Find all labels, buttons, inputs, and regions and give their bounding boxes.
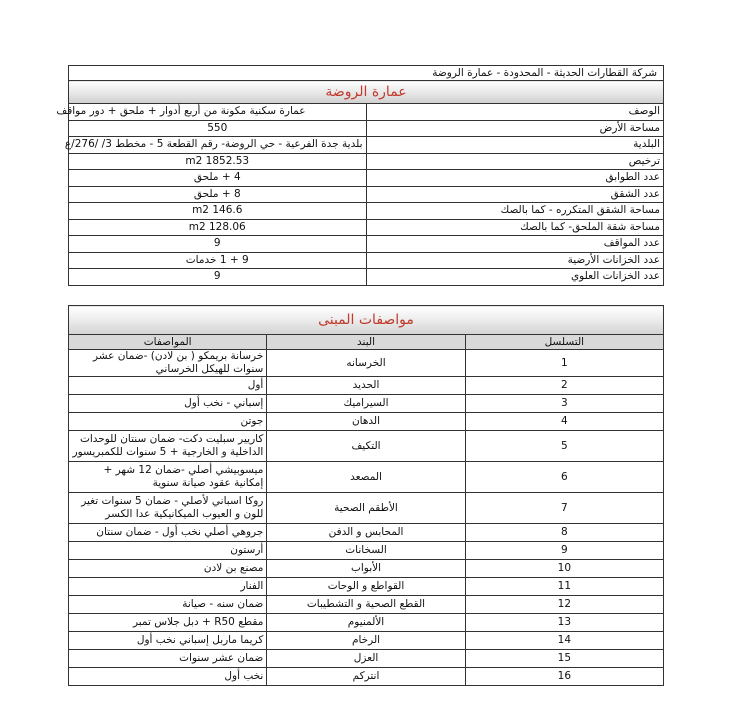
info-label: ترخيص	[366, 153, 664, 170]
spec-value: جوتن	[69, 413, 267, 431]
header-serial: التسلسل	[465, 335, 663, 350]
spec-item: المحابس و الدفن	[267, 524, 465, 542]
info-label: مساحة شقة الملحق- كما بالصك	[366, 219, 664, 236]
info-value: 550	[69, 120, 367, 137]
building-info-table	[56, 65, 664, 286]
header-item: البند	[267, 335, 465, 350]
info-label: عدد الطوابق	[366, 170, 664, 187]
spec-serial: 5	[465, 431, 663, 462]
spec-value: كريما ماربل إسباني نخب أول	[69, 632, 267, 650]
info-label: مساحة الأرض	[366, 120, 664, 137]
spec-value: جروهي أصلي نخب أول - ضمان سنتان	[69, 524, 267, 542]
spec-item: الحديد	[267, 377, 465, 395]
spec-serial: 10	[465, 560, 663, 578]
spec-row	[69, 524, 664, 542]
info-row	[69, 219, 664, 236]
specs-title: مواصفات المبنى	[69, 306, 664, 335]
company-line: شركة القطارات الحديثة - المحدودة - عمارة الروضة	[69, 66, 664, 81]
spec-row	[69, 542, 664, 560]
spec-row	[69, 413, 664, 431]
header-spec: المواصفات	[69, 335, 267, 350]
spec-value: مصنع بن لادن	[69, 560, 267, 578]
spec-row	[69, 578, 664, 596]
spec-serial: 6	[465, 462, 663, 493]
spec-value: ضمان سنه - صيانة	[69, 596, 267, 614]
spec-row	[69, 377, 664, 395]
spec-item: الأطقم الصحية	[267, 493, 465, 524]
spec-item: الخرسانه	[267, 350, 465, 377]
spec-value: كاريير سبليت دكت- ضمان سنتان للوحدات الداخلية و الخارجية + 5 سنوات للكمبريسور	[69, 431, 267, 462]
spec-item: الدهان	[267, 413, 465, 431]
spec-serial: 13	[465, 614, 663, 632]
info-label: عدد المواقف	[366, 236, 664, 253]
spec-serial: 9	[465, 542, 663, 560]
spec-value: إسباني - نخب أول	[69, 395, 267, 413]
building-title: عمارة الروضة	[69, 81, 664, 104]
spec-item: التكيف	[267, 431, 465, 462]
spec-row	[69, 493, 664, 524]
spec-serial: 4	[465, 413, 663, 431]
info-label: عدد الشقق	[366, 186, 664, 203]
specs-table	[68, 305, 664, 686]
info-value: 8 + ملحق	[69, 186, 367, 203]
info-row	[69, 186, 664, 203]
spec-value: ضمان عشر سنوات	[69, 650, 267, 668]
spec-row	[69, 632, 664, 650]
spec-value: نخب أول	[69, 668, 267, 686]
info-row	[69, 252, 664, 269]
spec-value: روكا اسباني لأصلي - ضمان 5 سنوات تغير للون و العيوب الميكانيكية عدا الكسر	[69, 493, 267, 524]
spec-item: القواطع و الوحات	[267, 578, 465, 596]
spec-value: خرسانة بريمكو ( بن لادن) -ضمان عشر سنوات للهيكل الخرساني	[69, 350, 267, 377]
spec-value: مقطع R50 + دبل جلاس تمبر	[69, 614, 267, 632]
spec-item: السخانات	[267, 542, 465, 560]
spec-serial: 11	[465, 578, 663, 596]
spec-row	[69, 350, 664, 377]
info-row	[69, 236, 664, 253]
spec-serial: 3	[465, 395, 663, 413]
info-row	[69, 104, 664, 121]
info-row	[69, 120, 664, 137]
info-value: 9	[69, 236, 367, 253]
info-value: بلدية جدة الفرعية - حي الروضة- رقم القطعة 5 - مخطط 3/ /276/ع	[69, 137, 367, 154]
spec-serial: 14	[465, 632, 663, 650]
info-label: عدد الخزانات العلوي	[366, 269, 664, 286]
spec-row	[69, 560, 664, 578]
info-label: الوصف	[366, 104, 664, 121]
spec-serial: 1	[465, 350, 663, 377]
spec-item: العزل	[267, 650, 465, 668]
spec-value: ميسوبيشي أصلي -ضمان 12 شهر + إمكانية عقود صيانة سنوية	[69, 462, 267, 493]
info-label: مساحة الشقق المتكرره - كما بالصك	[366, 203, 664, 220]
info-row	[69, 203, 664, 220]
spec-row	[69, 650, 664, 668]
info-value: 9	[69, 269, 367, 286]
info-label: البلدية	[366, 137, 664, 154]
spec-item: انتركم	[267, 668, 465, 686]
spec-serial: 7	[465, 493, 663, 524]
spec-value: أرستون	[69, 542, 267, 560]
info-label: عدد الخزانات الأرضية	[366, 252, 664, 269]
spec-row	[69, 431, 664, 462]
spec-item: القطع الصحية و التشطيبات	[267, 596, 465, 614]
spec-value: أول	[69, 377, 267, 395]
spec-item: الألمنيوم	[267, 614, 465, 632]
spec-row	[69, 395, 664, 413]
specs-header-row	[69, 335, 664, 350]
spec-value: الفنار	[69, 578, 267, 596]
info-value: 128.06 m2	[69, 219, 367, 236]
info-row	[69, 170, 664, 187]
info-row	[69, 269, 664, 286]
info-value: 9 + 1 خدمات	[69, 252, 367, 269]
spec-serial: 12	[465, 596, 663, 614]
spec-row	[69, 596, 664, 614]
info-row	[69, 137, 664, 154]
spec-item: المصعد	[267, 462, 465, 493]
info-row	[69, 153, 664, 170]
spec-serial: 2	[465, 377, 663, 395]
info-value: 4 + ملحق	[69, 170, 367, 187]
spec-serial: 16	[465, 668, 663, 686]
spec-row	[69, 462, 664, 493]
spec-item: الأبواب	[267, 560, 465, 578]
info-value: 146.6 m2	[69, 203, 367, 220]
spec-row	[69, 614, 664, 632]
spec-item: السيراميك	[267, 395, 465, 413]
spec-serial: 15	[465, 650, 663, 668]
info-value: 1852.53 m2	[69, 153, 367, 170]
info-value: عمارة سكنية مكونة من أربع أدوار + ملحق + دور مواقف	[69, 104, 367, 121]
spec-row	[69, 668, 664, 686]
spec-item: الرخام	[267, 632, 465, 650]
spec-serial: 8	[465, 524, 663, 542]
